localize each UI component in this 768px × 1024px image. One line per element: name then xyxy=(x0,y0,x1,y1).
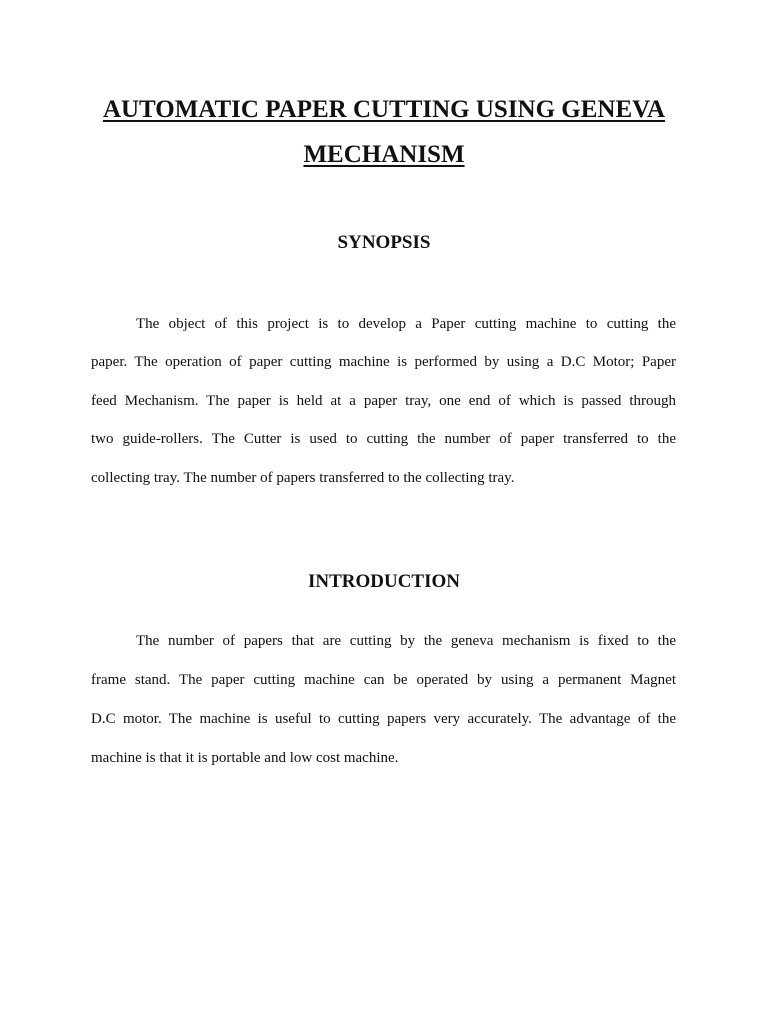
document-title-line-1 xyxy=(0,95,768,125)
document-title-text-2: MECHANISM xyxy=(303,141,465,168)
synopsis-line: The object of this project is to develop a Paper cutting machine to cutting the xyxy=(136,316,676,332)
synopsis-line: feed Mechanism. The paper is held at a paper tray, one end of which is passed through xyxy=(91,393,676,409)
synopsis-heading: SYNOPSIS xyxy=(337,232,431,253)
introduction-line: frame stand. The paper cutting machine can be operated by using a permanent Magnet xyxy=(91,672,676,688)
document-title-line-2 xyxy=(0,140,768,170)
introduction-line: D.C motor. The machine is useful to cutting papers very accurately. The advantage of the xyxy=(91,711,676,727)
document-title-text-1: AUTOMATIC PAPER CUTTING USING GENEVA xyxy=(102,96,666,123)
introduction-line: The number of papers that are cutting by the geneva mechanism is fixed to the xyxy=(136,633,676,649)
introduction-line: machine is that it is portable and low cost machine. xyxy=(91,750,399,766)
synopsis-line: two guide-rollers. The Cutter is used to cutting the number of paper transferred to the xyxy=(91,431,676,447)
synopsis-line: paper. The operation of paper cutting machine is performed by using a D.C Motor; Paper xyxy=(91,354,676,370)
introduction-heading: INTRODUCTION xyxy=(307,571,461,592)
synopsis-line: collecting tray. The number of papers transferred to the collecting tray. xyxy=(91,470,515,486)
